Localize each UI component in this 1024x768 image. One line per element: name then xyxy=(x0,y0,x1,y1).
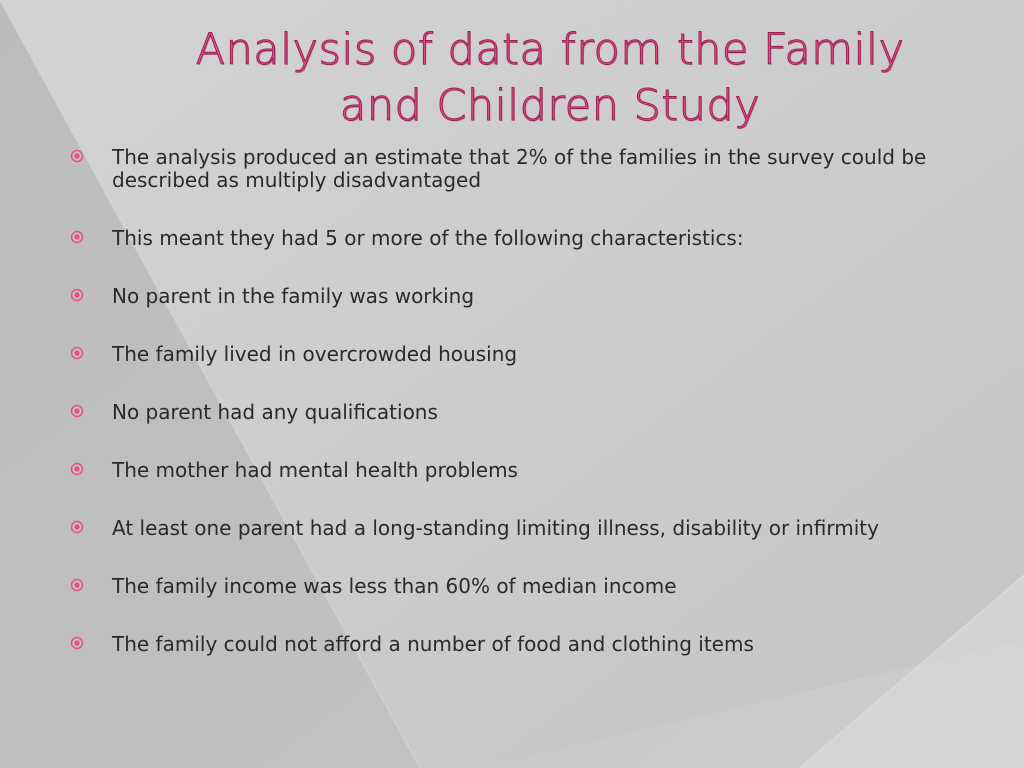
circle-dot-icon xyxy=(70,636,84,650)
list-item xyxy=(70,401,970,424)
bullet-text: No parent had any qualifications xyxy=(112,400,438,424)
bullet-text: The family lived in overcrowded housing xyxy=(112,342,518,366)
list-item xyxy=(70,575,970,598)
circle-dot-icon xyxy=(70,288,84,302)
circle-dot-icon xyxy=(70,578,84,592)
slide-title xyxy=(100,22,1000,134)
list-item xyxy=(70,459,970,482)
circle-dot-icon xyxy=(70,462,84,476)
bullet-text: This meant they had 5 or more of the following characteristics: xyxy=(112,226,744,250)
bullet-text: No parent in the family was working xyxy=(112,284,475,308)
circle-dot-icon xyxy=(70,346,84,360)
bullet-text: At least one parent had a long-standing limiting illness, disability or infirmity xyxy=(112,516,879,540)
title-line-2: and Children Study xyxy=(339,81,761,131)
circle-dot-icon xyxy=(70,404,84,418)
list-item xyxy=(70,227,970,250)
list-item xyxy=(70,146,970,192)
circle-dot-icon xyxy=(70,230,84,244)
list-item xyxy=(70,343,970,366)
bullet-text: The analysis produced an estimate that 2% of the families in the survey could be described as multiply disadvantaged xyxy=(112,145,927,192)
bullet-text: The family income was less than 60% of median income xyxy=(112,574,677,598)
list-item xyxy=(70,285,970,308)
bullet-list xyxy=(70,146,970,691)
bullet-text: The mother had mental health problems xyxy=(112,458,518,482)
circle-dot-icon xyxy=(70,520,84,534)
bullet-text: The family could not afford a number of food and clothing items xyxy=(112,632,754,656)
title-line-1: Analysis of data from the Family xyxy=(195,25,905,75)
list-item xyxy=(70,633,970,656)
list-item xyxy=(70,517,970,540)
circle-dot-icon xyxy=(70,149,84,163)
